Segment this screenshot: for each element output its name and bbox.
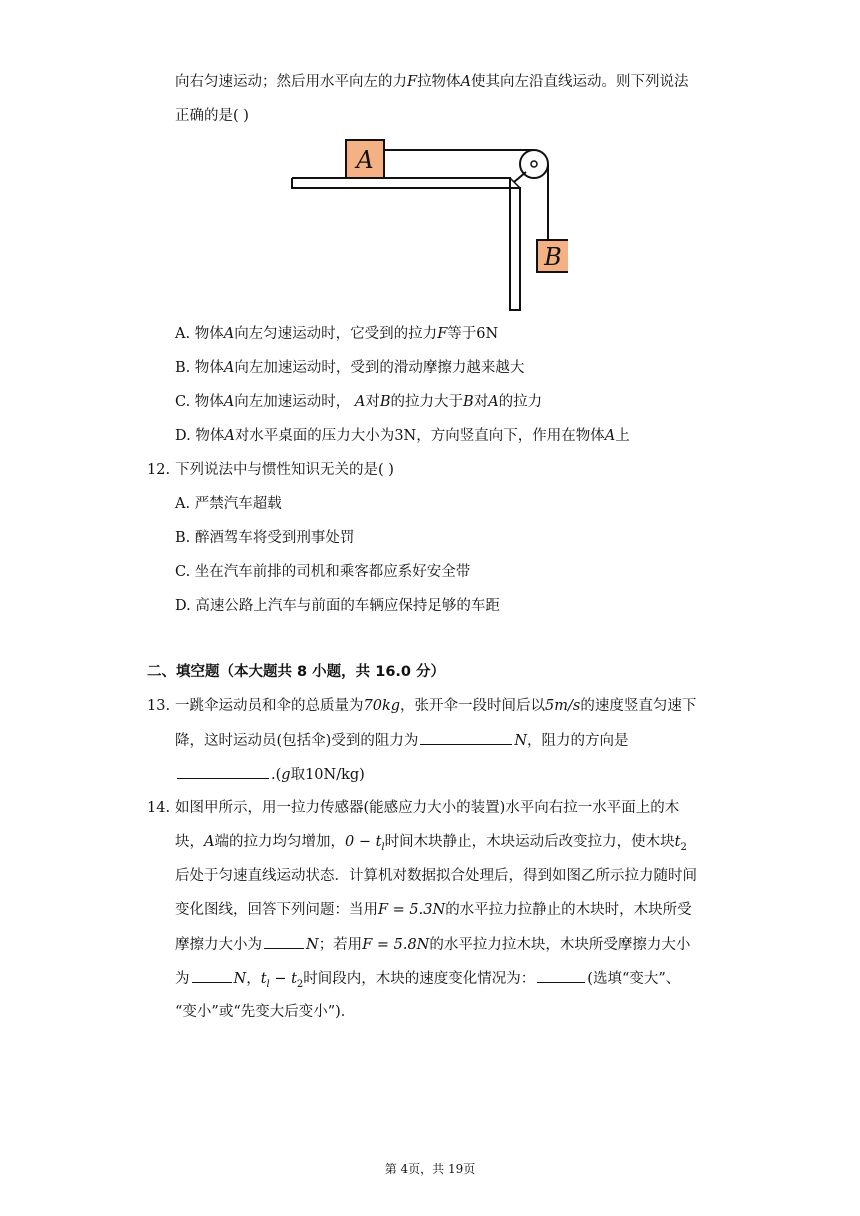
q14-line7: “变小”或“先变大后变小”)． [175,1004,356,1020]
q14-line3: 后处于匀速直线运动状态．计算机对数据拟合处理后，得到如图乙所示拉力随时间 [175,868,697,884]
q13-blank-2[interactable] [177,764,269,779]
q14-line6: 为 N，$t_l - t_2$时间段内，木块的速度变化情况为： (选填“变大”、 [175,968,680,995]
table-outline [292,178,520,310]
q13-line3: .(g取10N/kg) [175,764,365,785]
q13-line1: 一跳伞运动员和伞的总质量为70kg，张开伞一段时间后以5m/s的速度竖直匀速下 [175,698,697,714]
q12-option-a[interactable]: A. 严禁汽车超载 [175,496,282,512]
q11-option-b[interactable]: B. 物体A向左加速运动时，受到的滑动摩擦力越来越大 [175,360,525,376]
q14-line4: 变化图线，回答下列问题：当用F = 5.3N的水平拉力拉静止的木块时，木块所受 [175,902,692,918]
q12-stem: 下列说法中与惯性知识无关的是( ) [175,462,394,478]
block-a-label: A [356,146,374,174]
q14-blank-3[interactable] [537,968,585,983]
q14-line2: 块，A端的拉力均匀增加，$0 - t_l$时间木块静止，木块运动后改变拉力，使木块$t_2$ [175,834,687,853]
q12-option-b[interactable]: B. 醉酒驾车将受到刑事处罚 [175,530,355,546]
q13-blank-1[interactable] [420,730,512,745]
q12-option-c[interactable]: C. 坐在汽车前排的司机和乘客都应系好安全带 [175,564,471,580]
q14-number: 14. [147,800,171,816]
q13-number: 13. [147,698,171,714]
q11-option-d[interactable]: D. 物体A对水平桌面的压力大小为3N，方向竖直向下，作用在物体A上 [175,428,630,444]
section-title: 二、填空题（本大题共 8 小题，共 16.0 分） [147,664,446,680]
q14-line5: 摩擦力大小为 N；若用F = 5.8N的水平拉力拉木块，木块所受摩擦力大小 [175,934,690,955]
q11-stem-line1: 向右匀速运动；然后用水平向左的力F拉物体A使其向左沿直线运动。则下列说法 [175,74,689,90]
q11-stem-line2: 正确的是( ) [175,108,249,124]
q14-blank-2[interactable] [192,968,232,983]
q11-option-a[interactable]: A. 物体A向左匀速运动时，它受到的拉力F等于6N [175,326,499,342]
q11-option-c[interactable]: C. 物体A向左加速运动时， A对B的拉力大于B对A的拉力 [175,394,543,410]
q12-number: 12. [147,462,171,478]
q14-blank-1[interactable] [264,934,304,949]
q11-pulley-figure [288,138,568,314]
q12-option-d[interactable]: D. 高速公路上汽车与前面的车辆应保持足够的车距 [175,598,500,614]
block-b-label: B [544,243,562,271]
page-footer: 第 4页，共 19页 [384,1162,476,1176]
q13-line2: 降，这时运动员(包括伞)受到的阻力为 N，阻力的方向是 [175,730,629,751]
q14-line1: 如图甲所示，用一拉力传感器(能感应力大小的装置)水平向右拉一水平面上的木 [175,800,680,816]
